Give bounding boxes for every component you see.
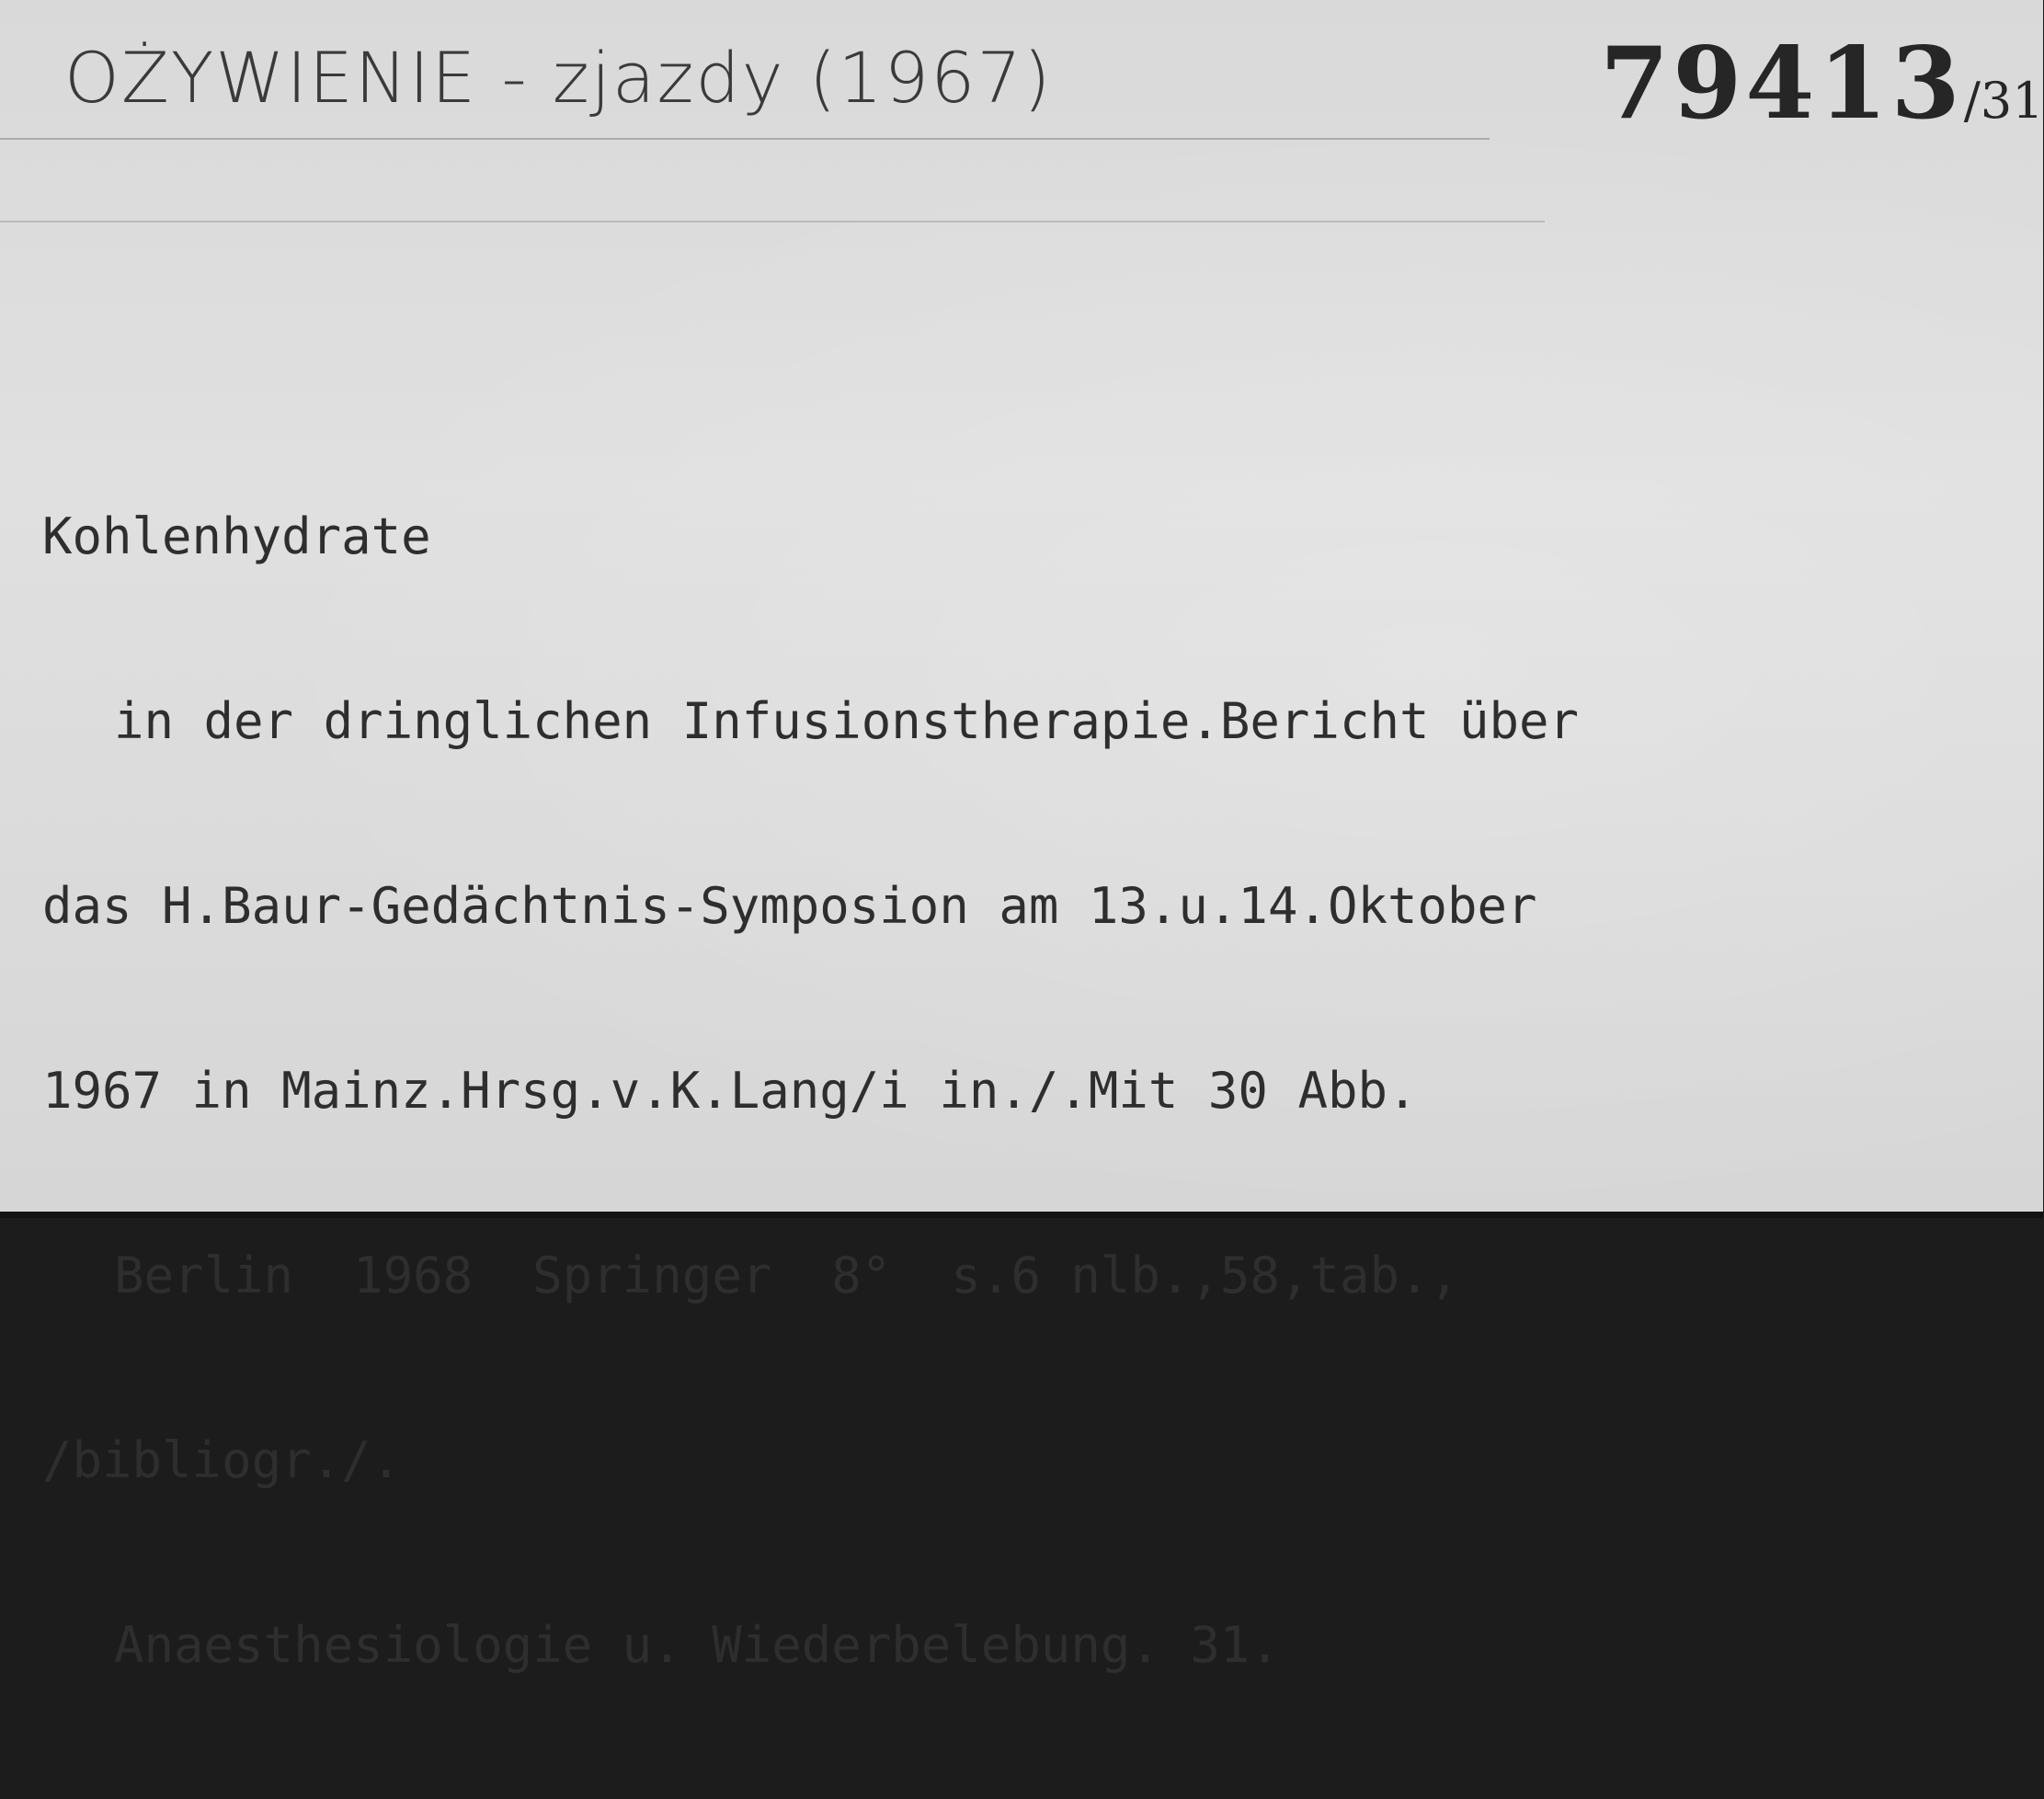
entry-line: 1967 in Mainz.Hrsg.v.K.Lang/i in./.Mit 30 Abb. [42,1062,1418,1120]
subject-heading: OŻYWIENIE - zjazdy (1967) [64,37,1053,119]
bibliographic-entry [42,382,1579,1799]
entry-imprint-line: Berlin 1968 Springer 8° s.6 nlb.,58,tab., [114,1247,1459,1304]
entry-line: /bibliogr./. [42,1431,402,1489]
entry-line: das H.Baur-Gedächtnis-Symposion am 13.u.14.Oktober [42,877,1537,935]
entry-series-line: Anaesthesiologie u. Wiederbelebung. 31. [114,1616,1280,1674]
call-number-sub: /31 [1963,72,2044,130]
scan-edge [0,1212,2043,1218]
ruled-line-second [0,221,1545,222]
entry-line: in der dringlichen Infusionstherapie.Bericht über [114,692,1580,750]
call-number [1600,26,2044,142]
entry-title: Kohlenhydrate [42,507,431,565]
call-number-main: 79413 [1600,26,1964,142]
ruled-line-top [0,138,1490,140]
